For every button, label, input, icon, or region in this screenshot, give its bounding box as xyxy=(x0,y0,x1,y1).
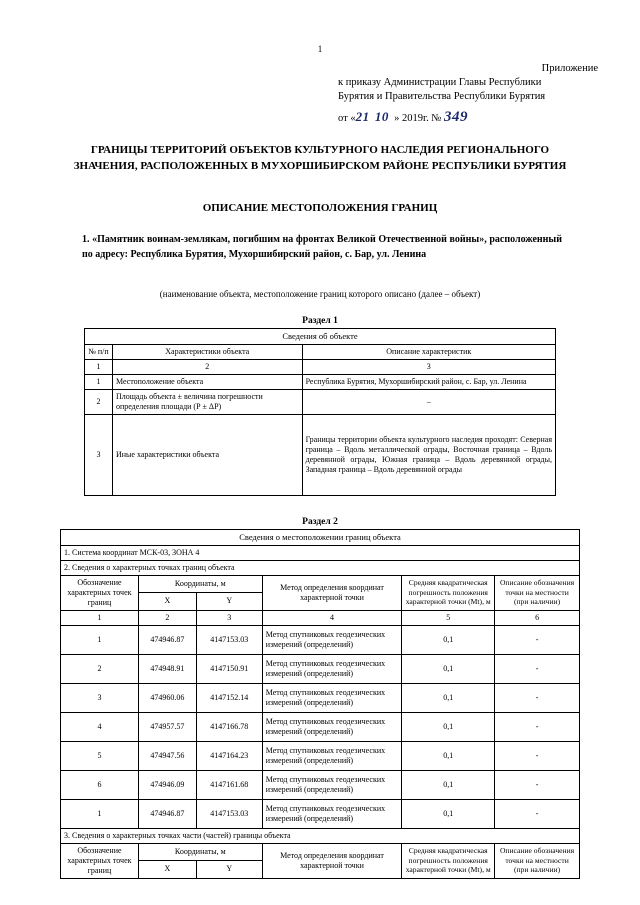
table-row xyxy=(61,712,580,741)
point-y: 4147164.23 xyxy=(196,741,262,770)
col-number-4: 4 xyxy=(262,610,402,625)
point-error: 0,1 xyxy=(402,683,495,712)
col-header-note: Описание обозначения точки на местности (при наличии) xyxy=(495,843,580,878)
handwritten-number: 349 xyxy=(443,108,468,125)
col-header-characteristic: Характеристики объекта xyxy=(112,344,302,359)
point-y: 4147153.03 xyxy=(196,625,262,654)
subsection-3: 3. Сведения о характерных точках части (частей) границы объекта xyxy=(61,828,580,843)
table-row xyxy=(85,414,556,495)
table-row xyxy=(61,610,580,625)
table-row xyxy=(85,374,556,389)
col-number-1: 1 xyxy=(85,359,113,374)
table-row xyxy=(61,683,580,712)
col-header-note: Описание обозначения точки на местности (при наличии) xyxy=(495,575,580,610)
point-x: 474948.91 xyxy=(138,654,196,683)
point-method: Метод спутниковых геодезических измерений (определений) xyxy=(262,799,402,828)
point-note: - xyxy=(495,683,580,712)
page-subtitle: ОПИСАНИЕ МЕСТОПОЛОЖЕНИЯ ГРАНИЦ xyxy=(202,202,438,214)
table-row xyxy=(61,770,580,799)
table-row xyxy=(61,741,580,770)
point-error: 0,1 xyxy=(402,625,495,654)
table-row xyxy=(61,560,580,575)
col-number-6: 6 xyxy=(495,610,580,625)
table-row xyxy=(85,359,556,374)
date-prefix: от « xyxy=(338,112,356,124)
row-characteristic: Иные характеристики объекта xyxy=(112,414,302,495)
point-label: 3 xyxy=(61,683,139,712)
col-header-method: Метод определения координат характерной точки xyxy=(262,575,402,610)
point-y: 4147153.03 xyxy=(196,799,262,828)
section-1-label: Раздел 1 xyxy=(302,316,338,326)
table-row xyxy=(61,828,580,843)
point-note: - xyxy=(495,799,580,828)
date-year: 2019 xyxy=(401,112,423,124)
header-date-line xyxy=(338,107,598,127)
point-x: 474946.09 xyxy=(138,770,196,799)
section-2-table-title: Сведения о местоположении границ объекта xyxy=(61,530,580,546)
row-num: 1 xyxy=(85,374,113,389)
col-header-y: Y xyxy=(196,861,262,879)
document-header xyxy=(338,62,598,127)
point-y: 4147166.78 xyxy=(196,712,262,741)
point-error: 0,1 xyxy=(402,712,495,741)
point-note: - xyxy=(495,741,580,770)
row-description: Республика Бурятия, Мухоршибирский район, с. Бар, ул. Ленина xyxy=(302,374,555,389)
point-method: Метод спутниковых геодезических измерений (определений) xyxy=(262,770,402,799)
table-row xyxy=(61,545,580,560)
point-method: Метод спутниковых геодезических измерений (определений) xyxy=(262,654,402,683)
point-y: 4147152.14 xyxy=(196,683,262,712)
row-num: 3 xyxy=(85,414,113,495)
point-x: 474946.87 xyxy=(138,625,196,654)
point-y: 4147150.91 xyxy=(196,654,262,683)
col-header-x: X xyxy=(138,861,196,879)
handwritten-day: 21 xyxy=(355,108,370,124)
row-num: 2 xyxy=(85,389,113,414)
page-number: 1 xyxy=(317,44,323,54)
col-header-coords: Координаты, м xyxy=(138,575,262,593)
object-caption: (наименование объекта, местоположение границ которого описано (далее – объект) xyxy=(159,289,481,299)
col-number-5: 5 xyxy=(402,610,495,625)
section-2-label: Раздел 2 xyxy=(302,517,338,527)
col-header-error: Средняя квадратическая погрешность положения характерной точки (Мt), м xyxy=(402,843,495,878)
point-method: Метод спутниковых геодезических измерений (определений) xyxy=(262,741,402,770)
section-1-table xyxy=(84,328,556,496)
date-year-suffix: г. № xyxy=(422,112,444,124)
col-header-coords: Координаты, м xyxy=(138,843,262,861)
handwritten-month: 10 xyxy=(374,108,389,124)
col-header-description: Описание характеристик xyxy=(302,344,555,359)
point-note: - xyxy=(495,625,580,654)
point-label: 1 xyxy=(61,799,139,828)
table-row xyxy=(61,843,580,861)
row-description: Границы территории объекта культурного наследия проходят: Северная граница – Вдоль металлической ограды, Восточная граница – Вдоль деревянной ограды, Южная граница – Вдоль деревянной ограды, Западная граница – Вдоль деревянной ограды xyxy=(302,414,555,495)
point-note: - xyxy=(495,654,580,683)
point-error: 0,1 xyxy=(402,770,495,799)
col-number-2: 2 xyxy=(112,359,302,374)
col-number-2: 2 xyxy=(138,610,196,625)
point-y: 4147161.68 xyxy=(196,770,262,799)
point-label: 4 xyxy=(61,712,139,741)
col-header-num: № п/п xyxy=(85,344,113,359)
point-x: 474957.57 xyxy=(138,712,196,741)
object-description: 1. «Памятник воинам-землякам, погибшим на фронтах Великой Отечественной войны», расположенный по адресу: Республика Бурятия, Мухоршибирский район, с. Бар, ул. Ленина xyxy=(82,234,562,260)
row-characteristic: Местоположение объекта xyxy=(112,374,302,389)
point-label: 1 xyxy=(61,625,139,654)
subsection-1: 1. Система координат МСК-03, ЗОНА 4 xyxy=(61,545,580,560)
col-header-point: Обозначение характерных точек границ xyxy=(61,843,139,878)
col-header-point: Обозначение характерных точек границ xyxy=(61,575,139,610)
col-number-3: 3 xyxy=(302,359,555,374)
table-row xyxy=(85,344,556,359)
point-error: 0,1 xyxy=(402,741,495,770)
col-header-x: X xyxy=(138,593,196,611)
col-header-error: Средняя квадратическая погрешность положения характерной точки (Мt), м xyxy=(402,575,495,610)
point-x: 474960.06 xyxy=(138,683,196,712)
point-label: 2 xyxy=(61,654,139,683)
table-row xyxy=(61,575,580,593)
point-x: 474947.56 xyxy=(138,741,196,770)
point-method: Метод спутниковых геодезических измерений (определений) xyxy=(262,712,402,741)
header-line-2: к приказу Администрации Главы Республики xyxy=(338,77,542,89)
point-x: 474946.87 xyxy=(138,799,196,828)
point-note: - xyxy=(495,770,580,799)
point-method: Метод спутниковых геодезических измерений (определений) xyxy=(262,683,402,712)
header-line-1: Приложение xyxy=(541,63,598,74)
table-row xyxy=(61,625,580,654)
table-row xyxy=(85,329,556,345)
point-label: 5 xyxy=(61,741,139,770)
table-row xyxy=(61,799,580,828)
subsection-2: 2. Сведения о характерных точках границ объекта xyxy=(61,560,580,575)
section-1-table-title: Сведения об объекте xyxy=(85,329,556,345)
row-description: – xyxy=(302,389,555,414)
table-row xyxy=(61,530,580,546)
col-header-y: Y xyxy=(196,593,262,611)
point-note: - xyxy=(495,712,580,741)
point-label: 6 xyxy=(61,770,139,799)
col-number-3: 3 xyxy=(196,610,262,625)
row-characteristic: Площадь объекта ± величина погрешности определения площади (Р ± ΔР) xyxy=(112,389,302,414)
section-2-table xyxy=(60,529,580,879)
table-row xyxy=(61,654,580,683)
point-error: 0,1 xyxy=(402,654,495,683)
point-error: 0,1 xyxy=(402,799,495,828)
col-number-1: 1 xyxy=(61,610,139,625)
header-line-3: Бурятия и Правительства Республики Бурятия xyxy=(338,91,546,103)
date-year-prefix: » xyxy=(394,112,402,124)
page-title: ГРАНИЦЫ ТЕРРИТОРИЙ ОБЪЕКТОВ КУЛЬТУРНОГО НАСЛЕДИЯ РЕГИОНАЛЬНОГО ЗНАЧЕНИЯ, РАСПОЛОЖЕННЫХ В МУХОРШИБИРСКОМ РАЙОНЕ РЕСПУБЛИКИ БУРЯТИЯ xyxy=(73,144,567,172)
point-method: Метод спутниковых геодезических измерений (определений) xyxy=(262,625,402,654)
table-row xyxy=(85,389,556,414)
col-header-method: Метод определения координат характерной точки xyxy=(262,843,402,878)
